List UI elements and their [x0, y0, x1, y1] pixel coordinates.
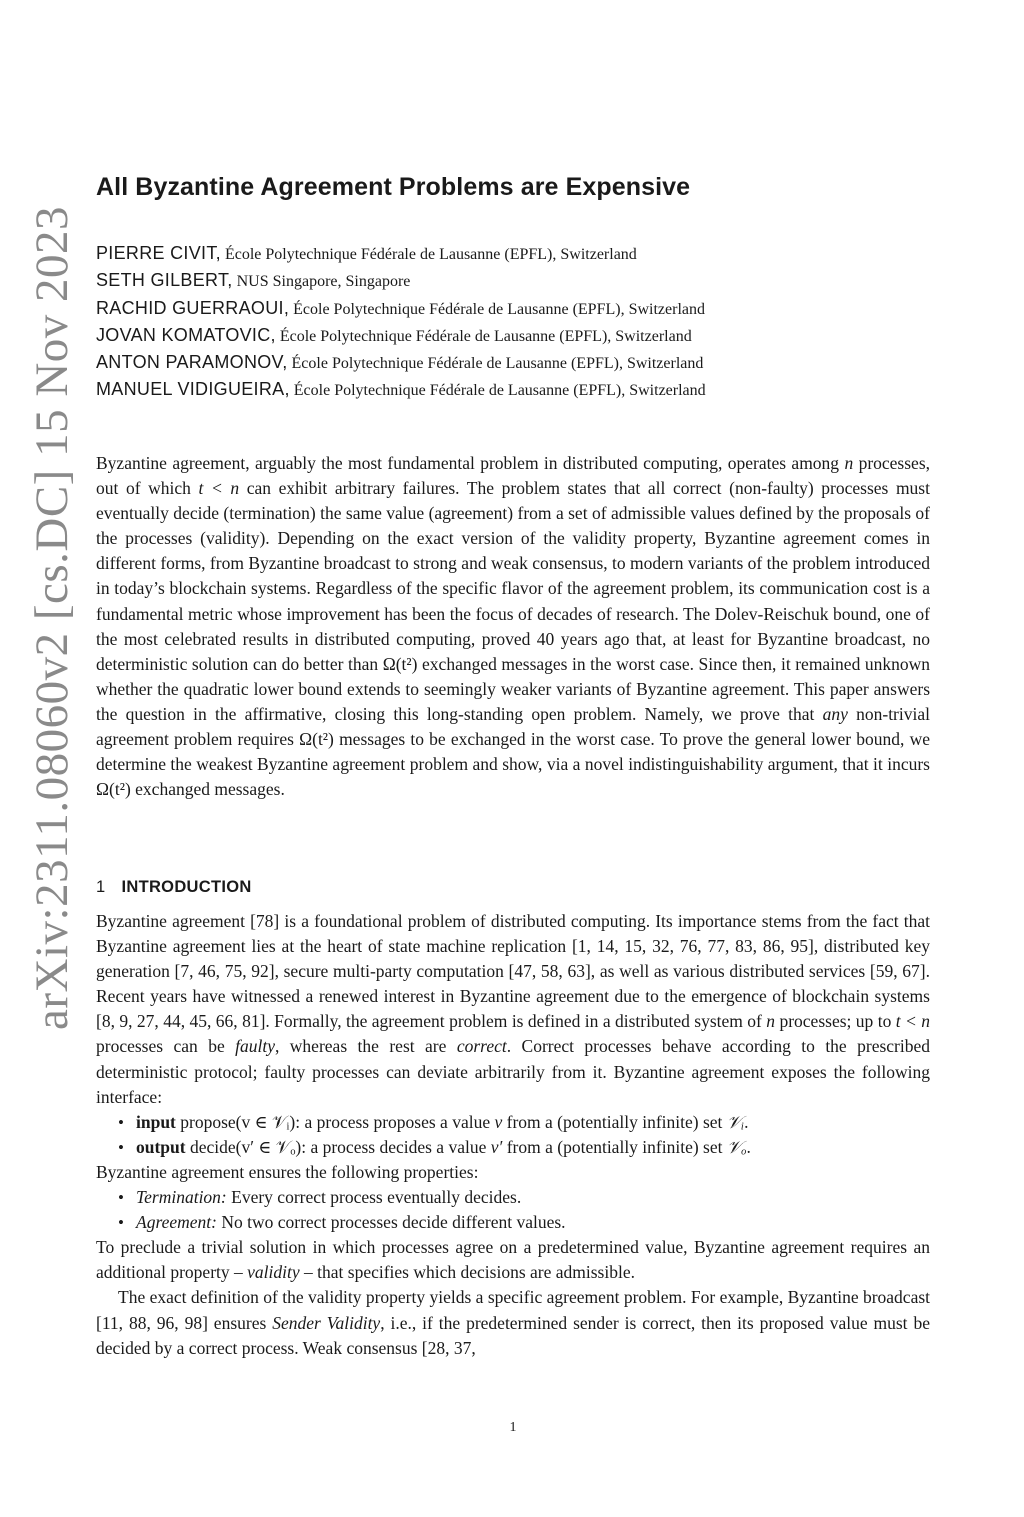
- math-omega-bound: Ω(t²): [382, 653, 418, 674]
- author-entry: [96, 240, 706, 267]
- abstract-text: processes, out of which: [96, 453, 930, 499]
- author-affiliation: École Polytechnique Fédérale de Lausanne (EPFL), Switzerland: [224, 246, 637, 263]
- interface-end: .: [744, 1111, 749, 1132]
- math-set: 𝒱ₒ: [726, 1136, 747, 1157]
- abstract-text: non-trivial agreement problem requires: [96, 703, 930, 750]
- property-name: Termination:: [136, 1187, 227, 1208]
- author-name: JOVAN KOMATOVIC,: [96, 324, 276, 345]
- arxiv-identifier: arXiv:2311.08060v2 [cs.DC] 15 Nov 2023: [26, 205, 78, 1030]
- author-name: SETH GILBERT,: [96, 270, 233, 291]
- section-title: INTRODUCTION: [121, 878, 252, 896]
- author-entry: [96, 295, 706, 322]
- intro-paragraph: [96, 1285, 930, 1360]
- author-name: ANTON PARAMONOV,: [96, 352, 288, 373]
- interface-desc: from a (potentially infinite) set: [502, 1111, 727, 1132]
- interface-item-input: [136, 1110, 930, 1135]
- author-affiliation: École Polytechnique Fédérale de Lausanne (EPFL), Switzerland: [293, 382, 706, 400]
- properties-intro: Byzantine agreement ensures the following properties:: [96, 1161, 479, 1182]
- intro-text: , i.e., if the predetermined sender is correct, then its proposed value must be decided by a correct process. Weak consensus [28, 37,: [96, 1312, 930, 1358]
- math-set: 𝒱ᵢ: [726, 1111, 745, 1132]
- math-n: n: [844, 453, 854, 473]
- math-t-lt-n: t < n: [198, 478, 240, 499]
- interface-item-output: [136, 1135, 930, 1160]
- math-t-lt-n: t < n: [895, 1011, 931, 1032]
- intro-text: Byzantine agreement [78] is a foundational problem of distributed computing. Its importance stems from the fact that Byzantine agreement lies at the heart of state machine replication [1, 14, 15, 32, 76, 77, 83, 86, 95], distributed key generation [7, 46, 75, 92], secure multi-party computation [47, 58, 63], as well as various distributed services [59, 67]. Recent years have witnessed a renewed interest in Byzantine agreement due to the emergence of blockchain systems [8, 9, 27, 44, 45, 66, 81]. Formally, the agreement problem is defined in a distributed system of: [96, 911, 930, 1032]
- interface-desc: from a (potentially infinite) set: [502, 1136, 727, 1157]
- math-var: v′: [490, 1136, 503, 1157]
- intro-text: processes; up to: [775, 1011, 896, 1032]
- interface-desc: : a process decides a value: [301, 1136, 491, 1157]
- intro-text: , whereas the rest are: [275, 1036, 457, 1057]
- paper-title: All Byzantine Agreement Problems are Expensive: [96, 173, 691, 201]
- intro-text: The exact definition of the validity property yields a specific agreement problem. For example, Byzantine broadcast [11, 88, 96, 98] ensures: [96, 1287, 931, 1333]
- interface-call: decide(v′ ∈ 𝒱ₒ): [185, 1136, 302, 1157]
- author-entry: [96, 267, 706, 294]
- abstract-text: can exhibit arbitrary failures. The problem states that all correct (non-faulty) processes must eventually decide (termination) the same value (agreement) from a set of admissible values defined by the proposals of the processes (validity). Depending on the exact version of the validity property, Byzantine agreement comes in different forms, from Byzantine broadcast to strong and weak consensus, to modern variants of the problem introduced in today’s blockchain systems. Regardless of the specific flavor of the agreement problem, its communication cost is a fundamental metric whose improvement has been the focus of decades of research. The Dolev-Reischuk bound, one of the most celebrated results in distributed computing, proved 40 years ago that, at least for Byzantine broadcast, no deterministic solution can do better than: [96, 478, 930, 674]
- interface-call: propose(v ∈ 𝒱ᵢ): [175, 1111, 296, 1132]
- author-affiliation: NUS Singapore, Singapore: [236, 273, 411, 291]
- property-item-termination: [136, 1185, 930, 1210]
- intro-text: . Correct processes behave according to the prescribed deterministic protocol; faulty processes can deviate arbitrarily from it. Byzantine agreement exposes the following interface:: [96, 1036, 930, 1107]
- math-n: n: [766, 1011, 776, 1032]
- section-heading: [96, 878, 252, 897]
- abstract-text: messages to be exchanged in the worst case. To prove the general lower bound, we determine the weakest Byzantine agreement problem and show, via a novel indistinguishability argument, that it incurs: [96, 729, 931, 775]
- author-affiliation: École Polytechnique Fédérale de Lausanne (EPFL), Switzerland: [293, 300, 705, 318]
- author-name: MANUEL VIDIGUEIRA,: [96, 379, 290, 400]
- interface-list: [96, 1110, 930, 1160]
- emphasis-sender-validity: Sender Validity: [272, 1312, 381, 1333]
- emphasis-correct: correct: [456, 1036, 507, 1057]
- intro-text: – that specifies which decisions are admissible.: [299, 1262, 635, 1283]
- author-entry: [96, 376, 706, 403]
- property-text: Every correct process eventually decides.: [226, 1187, 522, 1208]
- intro-text: To preclude a trivial solution in which processes agree on a predetermined value, Byzantine agreement requires an additional property –: [96, 1237, 930, 1283]
- properties-list: [96, 1185, 930, 1235]
- intro-paragraph: [96, 909, 930, 1110]
- property-name: Agreement:: [136, 1212, 217, 1233]
- property-text: No two correct processes decide different values.: [216, 1212, 566, 1233]
- author-entry: [96, 322, 706, 349]
- introduction-body: [96, 909, 930, 1361]
- interface-desc: : a process proposes a value: [295, 1111, 495, 1132]
- interface-keyword: output: [136, 1136, 186, 1157]
- math-var: v: [494, 1111, 503, 1132]
- author-list: [96, 240, 706, 404]
- author-entry: [96, 349, 706, 376]
- author-name: PIERRE CIVIT,: [96, 243, 221, 263]
- author-affiliation: École Polytechnique Fédérale de Lausanne (EPFL), Switzerland: [279, 327, 692, 345]
- abstract-text: Byzantine agreement, arguably the most fundamental problem in distributed computing, operates among: [96, 453, 845, 473]
- interface-keyword: input: [136, 1111, 176, 1132]
- abstract-text: exchanged messages.: [130, 779, 285, 800]
- intro-text: processes can be: [96, 1036, 236, 1057]
- intro-paragraph: [96, 1235, 930, 1285]
- abstract: [96, 451, 930, 802]
- math-omega-bound: Ω(t²): [299, 729, 334, 750]
- interface-end: .: [746, 1136, 751, 1157]
- math-omega-bound: Ω(t²): [96, 779, 131, 800]
- abstract-text: exchanged messages in the worst case. Since then, it remained unknown whether the quadratic lower bound extends to seemingly weaker variants of Byzantine agreement. This paper answers the question in the affirmative, closing this long-standing open problem. Namely, we prove that: [96, 653, 930, 724]
- emphasis-faulty: faulty: [235, 1036, 275, 1057]
- emphasis-validity: validity: [247, 1262, 300, 1283]
- author-affiliation: École Polytechnique Fédérale de Lausanne (EPFL), Switzerland: [291, 355, 704, 373]
- author-name: RACHID GUERRAOUI,: [96, 297, 290, 318]
- property-item-agreement: [136, 1210, 930, 1235]
- page-number: 1: [509, 1420, 517, 1435]
- emphasis-any: any: [822, 703, 848, 724]
- section-number: 1: [96, 878, 106, 896]
